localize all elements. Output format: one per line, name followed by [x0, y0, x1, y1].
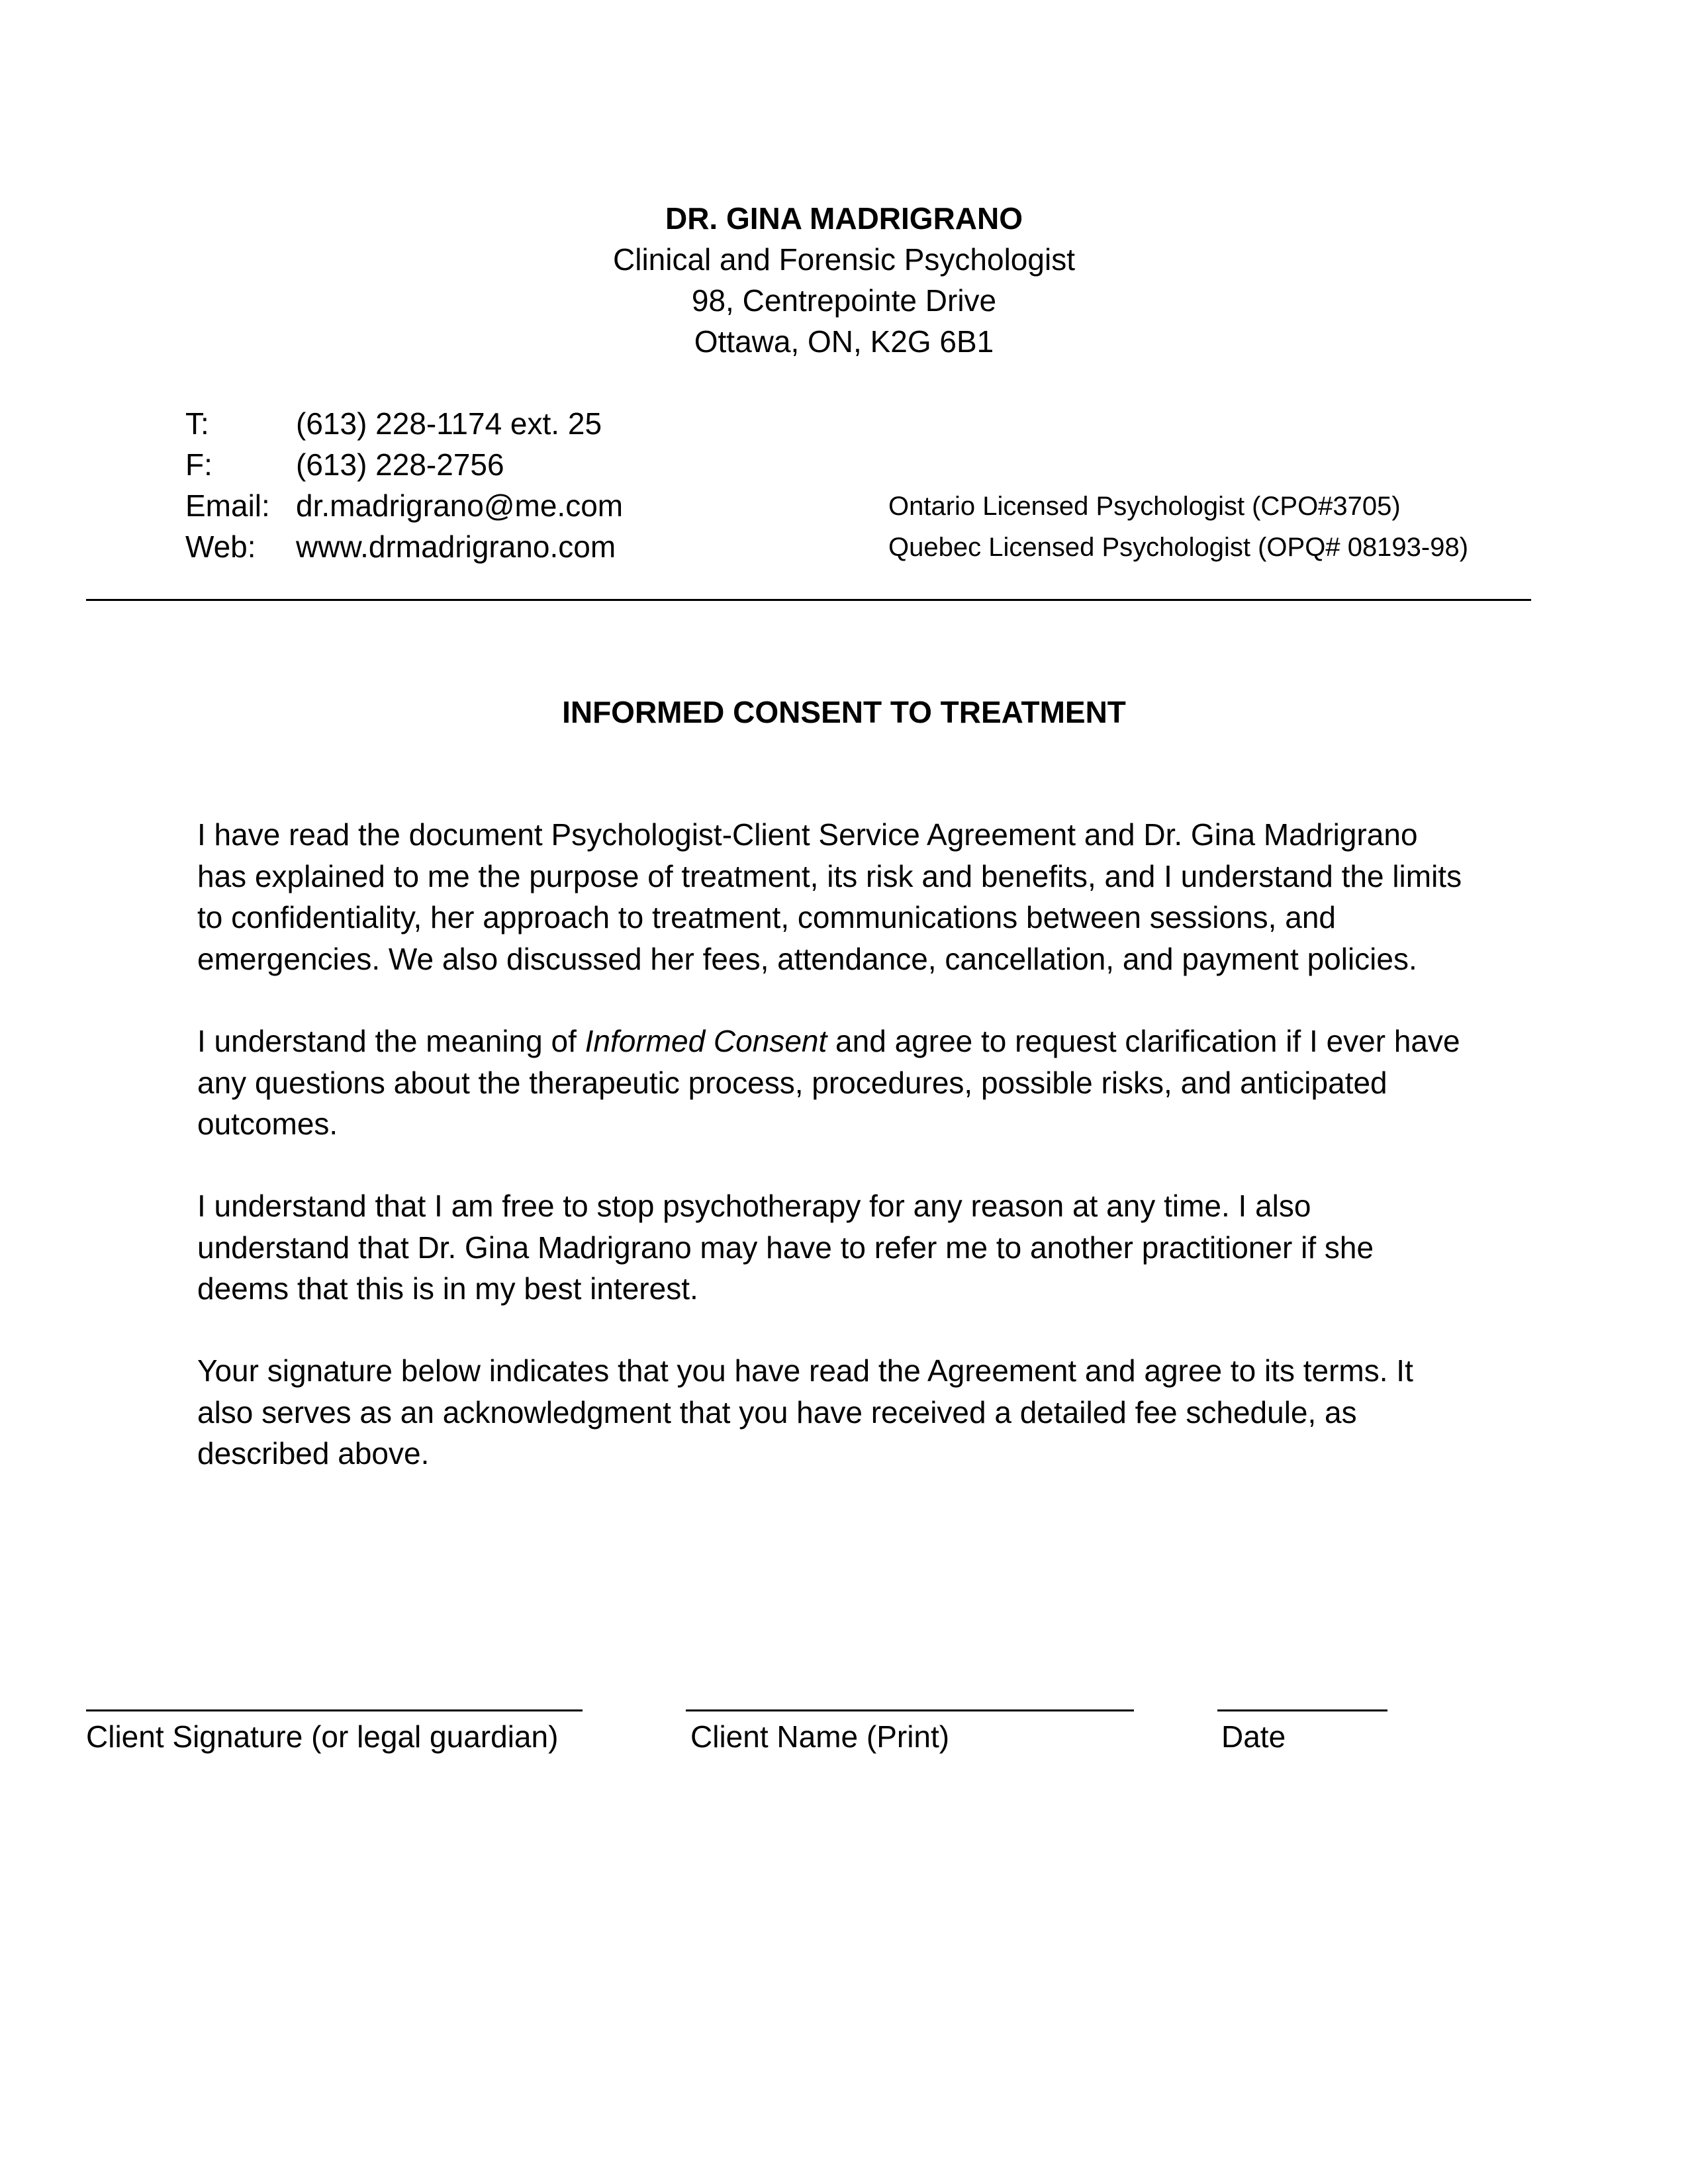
email-value: dr.madrigrano@me.com: [296, 488, 624, 523]
web-value: www.drmadrigrano.com: [296, 529, 616, 564]
date-label: Date: [1221, 1719, 1286, 1754]
paragraph-service-agreement: [197, 814, 1521, 979]
header-divider: [86, 599, 1531, 601]
client-signature-label: Client Signature (or legal guardian): [86, 1719, 559, 1754]
paragraph-line: [197, 1021, 1521, 1062]
paragraph-line: to confidentiality, her approach to treatment, communications between sessions, and: [197, 900, 1336, 934]
text-run: I understand the meaning of: [197, 1024, 585, 1058]
fax-value: (613) 228-2756: [296, 447, 504, 482]
web-label: Web:: [185, 529, 256, 564]
paragraph-line: deems that this is in my best interest.: [197, 1271, 698, 1306]
client-signature-line[interactable]: [86, 1709, 583, 1711]
ontario-license: Ontario Licensed Psychologist (CPO#3705): [888, 492, 1401, 521]
paragraph-stop-therapy: [197, 1185, 1521, 1310]
paragraph-line: I have read the document Psychologist-Client Service Agreement and Dr. Gina Madrigrano: [197, 817, 1418, 852]
paragraph-line: described above.: [197, 1436, 430, 1471]
paragraph-line: has explained to me the purpose of treatment, its risk and benefits, and I understand the limits: [197, 858, 1462, 893]
paragraph-line: emergencies. We also discussed her fees, attendance, cancellation, and payment policies.: [197, 941, 1417, 976]
paragraph-line: also serves as an acknowledgment that you have received a detailed fee schedule, as: [197, 1394, 1357, 1430]
client-name-label: Client Name (Print): [690, 1719, 950, 1754]
fax-label: F:: [185, 447, 212, 482]
paragraph-line: any questions about the therapeutic process, procedures, possible risks, and anticipated: [197, 1065, 1387, 1100]
paragraph-line: outcomes.: [197, 1107, 338, 1141]
client-name-line[interactable]: [686, 1709, 1134, 1711]
phone-value: (613) 228-1174 ext. 25: [296, 406, 602, 441]
paragraph-line: understand that Dr. Gina Madrigrano may have to refer me to another practitioner if she: [197, 1230, 1374, 1265]
quebec-license: Quebec Licensed Psychologist (OPQ# 08193-98): [888, 533, 1469, 562]
paragraph-line: I understand that I am free to stop psychotherapy for any reason at any time. I also: [197, 1189, 1311, 1223]
practitioner-title: Clinical and Forensic Psychologist: [613, 242, 1075, 277]
email-label: Email:: [185, 488, 270, 523]
practitioner-name: DR. GINA MADRIGRANO: [665, 201, 1023, 236]
paragraph-signature-terms: [197, 1350, 1521, 1475]
paragraph-informed-consent: [197, 1021, 1521, 1145]
informed-consent-term: Informed Consent: [585, 1024, 827, 1058]
address-line-1: 98, Centrepointe Drive: [691, 283, 997, 318]
date-line[interactable]: [1217, 1709, 1387, 1711]
paragraph-line: Your signature below indicates that you have read the Agreement and agree to its terms. It: [197, 1353, 1413, 1388]
address-line-2: Ottawa, ON, K2G 6B1: [694, 324, 994, 359]
document-title: INFORMED CONSENT TO TREATMENT: [562, 695, 1126, 729]
phone-label: T:: [185, 406, 209, 441]
text-run: and agree to request clarification if I ever have: [827, 1024, 1460, 1058]
